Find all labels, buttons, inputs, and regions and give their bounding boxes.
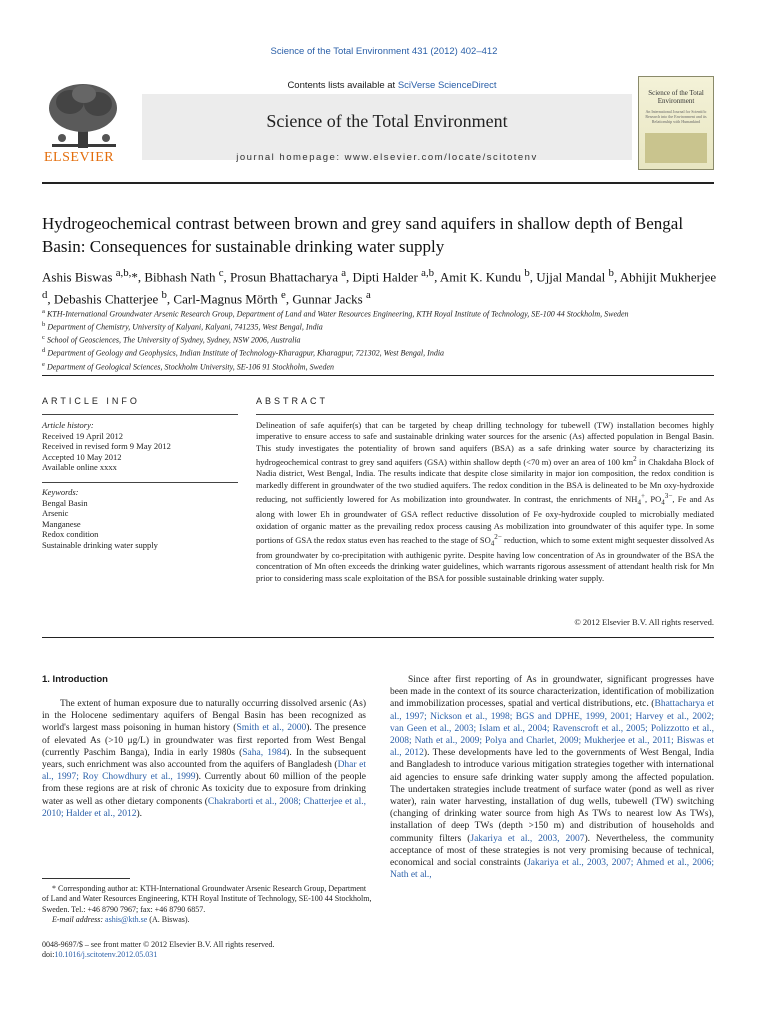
affiliation-key: d bbox=[42, 347, 46, 355]
affiliation-c bbox=[42, 333, 722, 346]
header-divider bbox=[42, 182, 714, 184]
article-history bbox=[42, 420, 242, 473]
cover-band bbox=[645, 133, 707, 163]
keyword-item: Bengal Basin bbox=[42, 497, 88, 508]
affiliation-text: Department of Chemistry, University of Kalyani, Kalyani, 741235, West Bengal, India bbox=[45, 322, 323, 332]
abstract-rule bbox=[256, 414, 714, 415]
sciencedirect-link[interactable]: SciVerse ScienceDirect bbox=[397, 80, 497, 91]
affiliation-key: c bbox=[42, 334, 45, 342]
affiliation-b bbox=[42, 320, 722, 333]
abstract-text: Delineation of safe aquifer(s) that can be targeted by cheap drilling technology for tubewell (TW) installation becomes highly imperative to ensure access to safe and sustainable drinking water sources for the arsenic (As) affected population in Bengal Basin. This study investigates the potentiality of brown sand aquifers (BSA) as a safe drinking water source by characterizing its hydrogeochemical contrast to grey sand aquifers (GSA) within shallow depth (<70 m) over an area of 100 $km^2$ in Chakdaha Block of Nadia district, West Bengal, India. The results indicate that despite close similarity in major ion composition, the redox condition is markedly different in groundwater of the two studied aquifers. The redox condition in the BSA is delineated to be Mn oxy-hydroxide reducing, not sufficiently lowered for As mobilization into groundwater. In contrast, the enrichments of $NH_4^+$, $PO_4^{3-}$, Fe and As along with lower Eh in groundwater of GSA reflect reductive dissolution of Fe oxy-hydroxide coupled to microbially mediated oxidation of organic matter as the prevailing redox process causing As mobilization into groundwater of this aquifer type. In some portions of GSA the redox status even has reached to the stage of $SO_4^{2-}$ reduction, which to some extent might sequester dissolved As from groundwater by co-precipitation with authigenic pyrite. Despite having low concentration of As in groundwater of the BSA the concentration of Mn often exceeds the drinking water guidelines, which warrants rigorous assessment of attendant health risk for Mn prior to considering mass scale exploitation of the BSA for possible sustainable drinking water supply. bbox=[256, 420, 715, 583]
abstract-heading: ABSTRACT bbox=[256, 396, 329, 406]
corresponding-author: * Corresponding author at: KTH-International Groundwater Arsenic Research Group, Department of Land and Water Resources Engineering, KTH Royal Institute of Technology, SE-100 44 Stockholm, Sweden. Tel.: +46 8790 7967; fax: +46 8790 6857. bbox=[42, 884, 372, 914]
issn-line: 0048-9697/$ – see front matter © 2012 Elsevier B.V. All rights reserved. bbox=[42, 940, 275, 949]
journal-title: Science of the Total Environment bbox=[266, 111, 508, 131]
intro-paragraph-1: The extent of human exposure due to naturally occurring dissolved arsenic (As) in the Holocene sedimentary aquifers of Bengal Basin has been recognized as world's largest mass poisoning in human history (Smith et al., 2000). The presence of elevated As (>10 μg/L) in groundwater was first reported from West Bengal (currently Paschim Banga), India in early 1980s (Saha, 1984). In the subsequent years, such enrichment was also accounted from the aquifers of Bangladesh (Dhar et al., 1997; Roy Chowdhury et al., 1999). Currently about 60 million of the people from these regions are at risk of chronic As toxicity due to exposure from drinking water as well as other dietary components (Chakraborti et al., 2008; Chatterjee et al., 2010; Halder et al., 2012). bbox=[42, 699, 367, 819]
corresponding-author-footnote bbox=[42, 884, 372, 926]
affiliation-e bbox=[42, 360, 722, 373]
history-item: Accepted 10 May 2012 bbox=[42, 451, 122, 462]
affiliation-a bbox=[42, 307, 722, 320]
history-item: Available online xxxx bbox=[42, 462, 117, 472]
contents-line bbox=[242, 80, 542, 91]
intro-paragraph-2: Since after first reporting of As in groundwater, significant progresses have been made in the context of its source characterization, identification of mobilization and immobilization processes, spatial and vertical distributions, etc. (Bhattacharya et al., 1997; Nickson et al., 1998; BGS and DPHE, 1999, 2001; Harvey et al., 2002; van Geen et al., 2003; Islam et al., 2004; Ravenscroft et al., 2005; Polizzotto et al., 2008; Nath et al., 2009; Polya and Charlet, 2009; Mukherjee et al., 2011; Biswas et al., 2012). These developments have led to the governments of West Bengal, India and Bangladesh to introduce various mitigation strategies together with international aid agencies to ensure safe drinking water supply among the affected population. The undertaken strategies include treatment of surface water (pond as well as river water), rain water harvesting, installation of dug wells, tubewell (TW) switching (changing of drinking water source from high As TWs to nearest low As TWs), installation of deep TWs (depth >150 m) and distribution of households and community filters (Jakariya et al., 2003, 2007). Nevertheless, the community acceptance of most of these strategies is not very promising because of technical, economical and social constraints (Jakariya et al., 2003, 2007; Ahmed et al., 2006; Nath et al., bbox=[390, 675, 715, 881]
history-label: Article history: bbox=[42, 420, 94, 430]
journal-citation[interactable]: Science of the Total Environment 431 (2012) 402–412 bbox=[270, 46, 498, 57]
cover-subtitle: An International Journal for Scientific Research into the Environment and its Relationship with Humankind bbox=[645, 109, 707, 124]
affiliation-text: School of Geosciences, The University of Sydney, Sydney, NSW 2006, Australia bbox=[44, 335, 301, 345]
email-address[interactable]: E-mail address: ashis@kth.se (A. Biswas). bbox=[52, 915, 190, 925]
keywords bbox=[42, 487, 242, 550]
front-matter bbox=[42, 940, 372, 961]
cover-title: Science of the Total Environment bbox=[648, 89, 704, 105]
author-list: Ashis Biswas $^{a,b,}$*, Bibhash Nath $^c$, Prosun Bhattacharya $^a$, Dipti Halder $^{a,b}$, Amit K. Kundu $^b$, Ujjal Mandal $^b$, Abhijit Mukherjee $^d$, Debashis Chatterjee $^b$, Carl-Magnus Mörth $^e$, Gunnar Jacks $^a$ bbox=[42, 267, 717, 307]
keywords-label: Keywords: bbox=[42, 487, 79, 497]
intro-right-column bbox=[390, 674, 714, 881]
footnote-rule bbox=[42, 878, 130, 879]
article-info-rule bbox=[42, 414, 238, 415]
info-divider bbox=[42, 375, 714, 376]
keyword-item: Manganese bbox=[42, 518, 81, 529]
affiliation-text: KTH-International Groundwater Arsenic Research Group, Department of Land and Water Resources Engineering, KTH Royal Institute of Technology, SE-100 44 Stockholm, Sweden bbox=[44, 309, 629, 319]
keyword-item: Redox condition bbox=[42, 529, 99, 539]
masthead bbox=[42, 74, 714, 170]
affiliation-key: b bbox=[42, 321, 46, 329]
affiliation-d bbox=[42, 346, 722, 359]
journal-homepage[interactable]: journal homepage: www.elsevier.com/locate/scitotenv bbox=[236, 152, 538, 163]
affiliation-text: Department of Geological Sciences, Stockholm University, SE-106 91 Stockholm, Sweden bbox=[44, 362, 335, 372]
keyword-item: Arsenic bbox=[42, 508, 69, 518]
affiliation-key: a bbox=[42, 308, 45, 315]
keyword-item: Sustainable drinking water supply bbox=[42, 539, 158, 550]
elsevier-wordmark: ELSEVIER bbox=[44, 150, 115, 165]
contents-prefix: Contents lists available at bbox=[287, 80, 398, 91]
introduction-heading: 1. Introduction bbox=[42, 674, 108, 685]
article-title: Hydrogeochemical contrast between brown and grey sand aquifers in shallow depth of Bengal Basin: Consequences for sustainable drinking water supply bbox=[42, 214, 684, 256]
copyright-notice: © 2012 Elsevier B.V. All rights reserved. bbox=[574, 617, 714, 627]
journal-header-box bbox=[142, 94, 632, 163]
history-item: Received in revised form 9 May 2012 bbox=[42, 441, 171, 451]
body-divider bbox=[42, 637, 714, 638]
affiliation-key: e bbox=[42, 360, 45, 368]
affiliations bbox=[42, 307, 722, 373]
doi-prefix: doi: bbox=[42, 950, 55, 960]
history-item: Received 19 April 2012 bbox=[42, 430, 123, 441]
doi-link[interactable]: 10.1016/j.scitotenv.2012.05.031 bbox=[54, 950, 158, 960]
article-info-heading: ARTICLE INFO bbox=[42, 396, 140, 406]
doi-line bbox=[42, 950, 372, 960]
intro-left-column bbox=[42, 698, 366, 820]
journal-cover-image bbox=[638, 76, 714, 170]
affiliation-text: Department of Geology and Geophysics, Indian Institute of Technology-Kharagpur, Kharagpur, 721302, West Bengal, India bbox=[45, 349, 445, 359]
keywords-rule bbox=[42, 482, 238, 483]
